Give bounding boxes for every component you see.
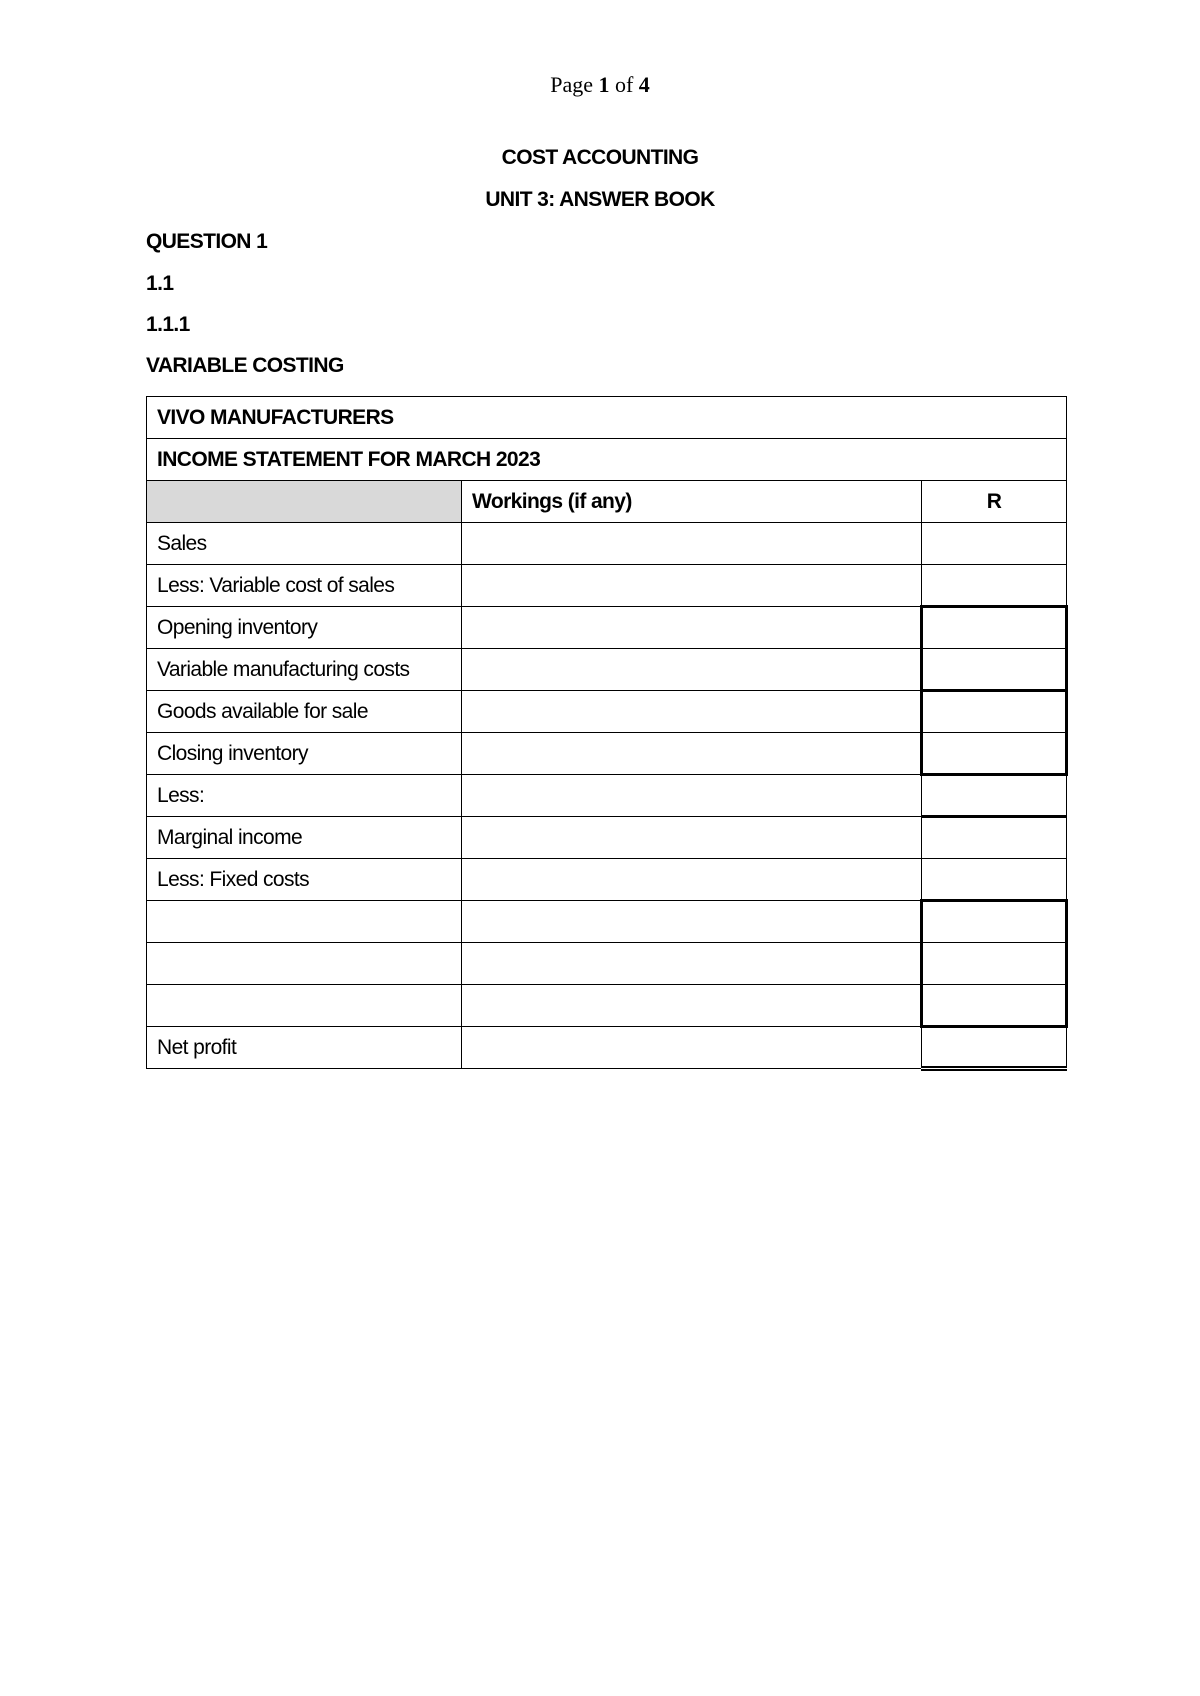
amount-cell[interactable] [922,733,1067,775]
table-row [147,691,1067,733]
workings-cell[interactable] [462,607,922,649]
workings-cell[interactable] [462,649,922,691]
row-label: Opening inventory [147,607,462,649]
workings-cell[interactable] [462,523,922,565]
table-row [147,943,1067,985]
amount-cell[interactable] [922,691,1067,733]
document-subtitle: UNIT 3: ANSWER BOOK [485,188,715,211]
question-heading: QUESTION 1 [146,230,268,253]
column-header-amount: R [922,481,1067,523]
document-title: COST ACCOUNTING [501,146,699,169]
company-row [147,397,1067,439]
page-number [0,72,1200,98]
table-row [147,523,1067,565]
income-statement-table [146,396,1068,1071]
table-row [147,859,1067,901]
row-label [147,901,462,943]
table-row [147,607,1067,649]
income-statement [146,396,1066,1071]
page-current: 1 [598,72,610,97]
workings-cell[interactable] [462,985,922,1027]
amount-cell[interactable] [922,649,1067,691]
subsection-heading: 1.1.1 [146,313,190,336]
workings-cell[interactable] [462,859,922,901]
amount-cell[interactable] [922,1027,1067,1069]
column-header-item [147,481,462,523]
row-label: Net profit [147,1027,462,1069]
column-header-row [147,481,1067,523]
workings-cell[interactable] [462,733,922,775]
row-label: Marginal income [147,817,462,859]
page-total: 4 [638,72,650,97]
amount-cell[interactable] [922,985,1067,1027]
workings-cell[interactable] [462,1027,922,1069]
row-label: Less: [147,775,462,817]
column-header-workings: Workings (if any) [462,481,922,523]
workings-cell[interactable] [462,691,922,733]
topic-heading: VARIABLE COSTING [146,354,344,377]
workings-cell[interactable] [462,817,922,859]
workings-cell[interactable] [462,775,922,817]
table-row [147,565,1067,607]
table-row [147,985,1067,1027]
table-row [147,733,1067,775]
amount-cell[interactable] [922,607,1067,649]
amount-cell[interactable] [922,565,1067,607]
amount-cell[interactable] [922,943,1067,985]
table-row [147,775,1067,817]
page-separator: of [614,72,634,97]
workings-cell[interactable] [462,943,922,985]
row-label: Closing inventory [147,733,462,775]
statement-heading: INCOME STATEMENT FOR MARCH 2023 [147,439,1067,481]
row-label: Less: Fixed costs [147,859,462,901]
amount-cell[interactable] [922,523,1067,565]
page-prefix: Page [550,72,593,97]
table-row [147,1027,1067,1069]
row-label: Goods available for sale [147,691,462,733]
workings-cell[interactable] [462,565,922,607]
table-row [147,901,1067,943]
row-label [147,985,462,1027]
amount-cell[interactable] [922,901,1067,943]
workings-cell[interactable] [462,901,922,943]
statement-heading-row [147,439,1067,481]
amount-cell[interactable] [922,817,1067,859]
table-row [147,649,1067,691]
amount-cell[interactable] [922,859,1067,901]
company-name: VIVO MANUFACTURERS [147,397,1067,439]
table-row [147,817,1067,859]
row-label [147,943,462,985]
row-label: Less: Variable cost of sales [147,565,462,607]
row-label: Sales [147,523,462,565]
section-heading: 1.1 [146,272,174,295]
amount-cell[interactable] [922,775,1067,817]
row-label: Variable manufacturing costs [147,649,462,691]
